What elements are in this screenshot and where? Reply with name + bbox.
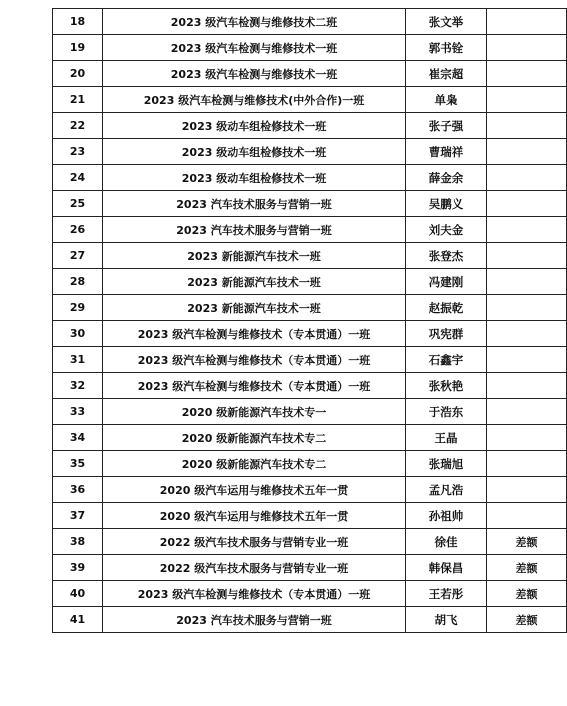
- class-name: 2020 级汽车运用与维修技术五年一贯: [103, 503, 406, 529]
- student-name: 张秋艳: [406, 373, 487, 399]
- table-row: [53, 555, 567, 581]
- remark: [487, 295, 567, 321]
- table-row: [53, 503, 567, 529]
- student-name: 巩宪群: [406, 321, 487, 347]
- row-number: 38: [53, 529, 103, 555]
- table-row: [53, 399, 567, 425]
- remark: 差额: [487, 607, 567, 633]
- class-name: 2020 级新能源汽车技术专二: [103, 451, 406, 477]
- class-name: 2020 级新能源汽车技术专二: [103, 425, 406, 451]
- remark: [487, 87, 567, 113]
- student-name: 崔宗超: [406, 61, 487, 87]
- roster-table: [52, 8, 567, 633]
- class-name: 2023 新能源汽车技术一班: [103, 295, 406, 321]
- row-number: 29: [53, 295, 103, 321]
- table-row: [53, 581, 567, 607]
- student-name: 王若彤: [406, 581, 487, 607]
- remark: [487, 113, 567, 139]
- student-name: 徐佳: [406, 529, 487, 555]
- remark: [487, 477, 567, 503]
- remark: [487, 165, 567, 191]
- class-name: 2023 汽车技术服务与营销一班: [103, 191, 406, 217]
- class-name: 2023 级汽车检测与维修技术一班: [103, 35, 406, 61]
- row-number: 35: [53, 451, 103, 477]
- class-name: 2023 汽车技术服务与营销一班: [103, 607, 406, 633]
- class-name: 2020 级汽车运用与维修技术五年一贯: [103, 477, 406, 503]
- class-name: 2022 级汽车技术服务与营销专业一班: [103, 529, 406, 555]
- remark: 差额: [487, 581, 567, 607]
- table-row: [53, 477, 567, 503]
- row-number: 41: [53, 607, 103, 633]
- student-name: 张登杰: [406, 243, 487, 269]
- remark: 差额: [487, 555, 567, 581]
- student-name: 于浩东: [406, 399, 487, 425]
- class-name: 2022 级汽车技术服务与营销专业一班: [103, 555, 406, 581]
- class-name: 2023 级汽车检测与维修技术(中外合作)一班: [103, 87, 406, 113]
- class-name: 2023 汽车技术服务与营销一班: [103, 217, 406, 243]
- student-name: 冯建刚: [406, 269, 487, 295]
- student-name: 张瑞旭: [406, 451, 487, 477]
- row-number: 27: [53, 243, 103, 269]
- table-row: [53, 529, 567, 555]
- remark: [487, 399, 567, 425]
- row-number: 20: [53, 61, 103, 87]
- remark: [487, 243, 567, 269]
- table-row: [53, 217, 567, 243]
- class-name: 2023 级汽车检测与维修技术（专本贯通）一班: [103, 321, 406, 347]
- remark: [487, 503, 567, 529]
- class-name: 2023 级动车组检修技术一班: [103, 165, 406, 191]
- student-name: 胡飞: [406, 607, 487, 633]
- table-row: [53, 451, 567, 477]
- student-name: 赵振乾: [406, 295, 487, 321]
- remark: [487, 191, 567, 217]
- student-name: 张子强: [406, 113, 487, 139]
- remark: [487, 35, 567, 61]
- row-number: 26: [53, 217, 103, 243]
- row-number: 34: [53, 425, 103, 451]
- row-number: 32: [53, 373, 103, 399]
- roster-table-body: [53, 9, 567, 633]
- remark: [487, 269, 567, 295]
- row-number: 22: [53, 113, 103, 139]
- remark: [487, 217, 567, 243]
- class-name: 2023 级汽车检测与维修技术二班: [103, 9, 406, 35]
- row-number: 40: [53, 581, 103, 607]
- row-number: 18: [53, 9, 103, 35]
- row-number: 23: [53, 139, 103, 165]
- table-row: [53, 373, 567, 399]
- table-row: [53, 87, 567, 113]
- remark: 差额: [487, 529, 567, 555]
- student-name: 张文举: [406, 9, 487, 35]
- row-number: 36: [53, 477, 103, 503]
- row-number: 33: [53, 399, 103, 425]
- class-name: 2023 新能源汽车技术一班: [103, 269, 406, 295]
- table-row: [53, 113, 567, 139]
- row-number: 30: [53, 321, 103, 347]
- remark: [487, 9, 567, 35]
- student-name: 王晶: [406, 425, 487, 451]
- remark: [487, 373, 567, 399]
- student-name: 韩保昌: [406, 555, 487, 581]
- student-name: 孟凡浩: [406, 477, 487, 503]
- table-row: [53, 243, 567, 269]
- table-row: [53, 35, 567, 61]
- table-row: [53, 61, 567, 87]
- student-name: 刘夫金: [406, 217, 487, 243]
- student-name: 曹瑞祥: [406, 139, 487, 165]
- table-row: [53, 321, 567, 347]
- student-name: 石鑫宇: [406, 347, 487, 373]
- class-name: 2023 级汽车检测与维修技术（专本贯通）一班: [103, 347, 406, 373]
- table-row: [53, 165, 567, 191]
- table-row: [53, 607, 567, 633]
- class-name: 2023 级汽车检测与维修技术一班: [103, 61, 406, 87]
- class-name: 2023 级动车组检修技术一班: [103, 139, 406, 165]
- row-number: 39: [53, 555, 103, 581]
- row-number: 25: [53, 191, 103, 217]
- class-name: 2023 级汽车检测与维修技术（专本贯通）一班: [103, 581, 406, 607]
- class-name: 2023 级汽车检测与维修技术（专本贯通）一班: [103, 373, 406, 399]
- student-name: 单枭: [406, 87, 487, 113]
- table-row: [53, 191, 567, 217]
- row-number: 19: [53, 35, 103, 61]
- student-name: 薛金余: [406, 165, 487, 191]
- class-name: 2023 级动车组检修技术一班: [103, 113, 406, 139]
- table-row: [53, 295, 567, 321]
- remark: [487, 425, 567, 451]
- row-number: 31: [53, 347, 103, 373]
- remark: [487, 347, 567, 373]
- remark: [487, 321, 567, 347]
- student-name: 郭书铨: [406, 35, 487, 61]
- row-number: 24: [53, 165, 103, 191]
- class-name: 2023 新能源汽车技术一班: [103, 243, 406, 269]
- table-row: [53, 139, 567, 165]
- remark: [487, 61, 567, 87]
- row-number: 37: [53, 503, 103, 529]
- class-name: 2020 级新能源汽车技术专一: [103, 399, 406, 425]
- table-row: [53, 347, 567, 373]
- table-row: [53, 425, 567, 451]
- table-row: [53, 269, 567, 295]
- remark: [487, 139, 567, 165]
- student-name: 孙祖帅: [406, 503, 487, 529]
- row-number: 21: [53, 87, 103, 113]
- table-row: [53, 9, 567, 35]
- remark: [487, 451, 567, 477]
- student-name: 吴鹏义: [406, 191, 487, 217]
- row-number: 28: [53, 269, 103, 295]
